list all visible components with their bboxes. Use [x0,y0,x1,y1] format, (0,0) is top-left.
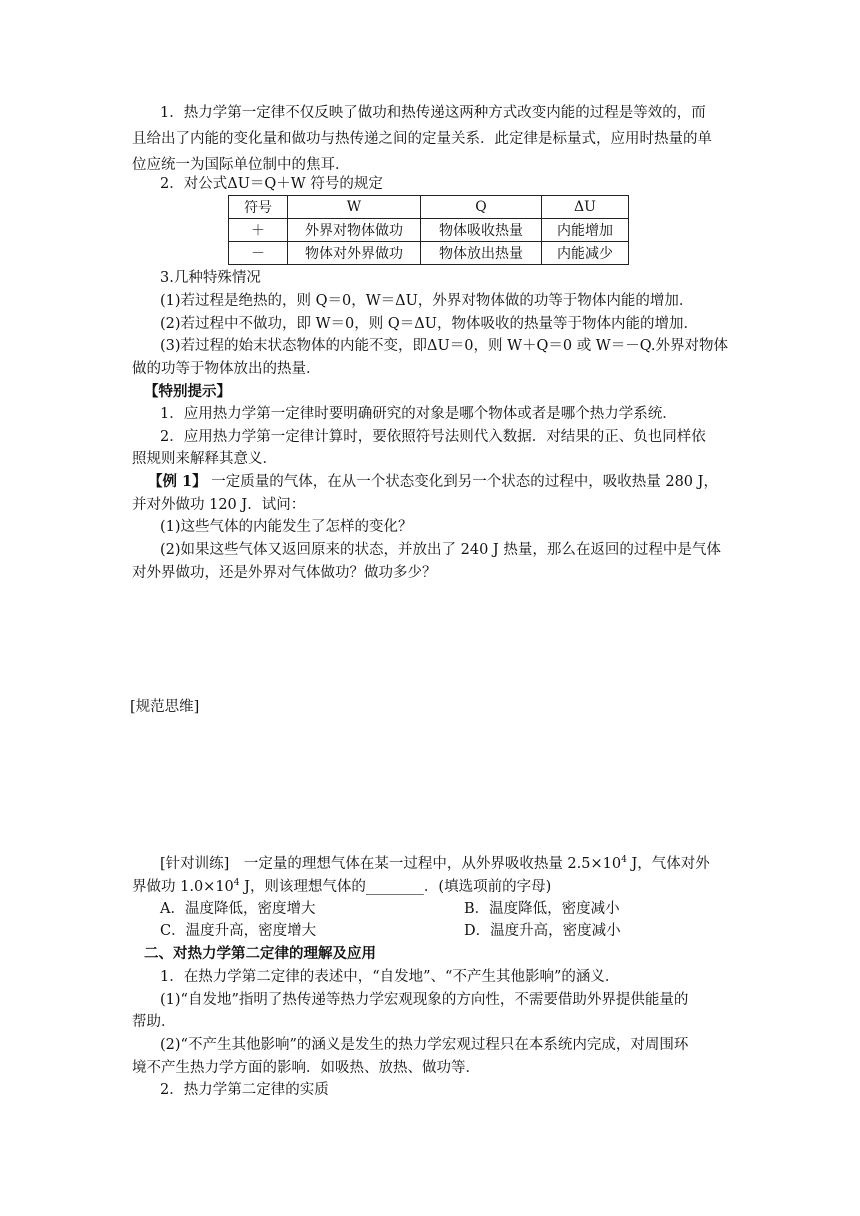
section-2-point-1: 1．在热力学第二定律的表述中，“自发地”、“不产生其他影响”的涵义． [160,969,620,985]
option-d: D．温度升高，密度减小 [464,923,621,939]
table-row [229,219,629,242]
example-question-2-line-1: (2)如果这些气体又返回原来的状态，并放出了 240 J 热量，那么在返回的过程中是气体 [160,542,721,558]
section-2-point-1a-line-1: (1)“自发地”指明了热传递等热力学宏观现象的方向性，不需要借助外界提供能量的 [160,992,689,1008]
example-1-line-2: 并对外做功 120 J．试问： [132,497,306,513]
table-cell: ＋ [229,219,288,242]
special-case-3-line-2: 做的功等于物体放出的热量． [132,361,321,377]
table-cell: 物体放出热量 [421,242,542,265]
paragraph-2: 2．对公式ΔU＝Q＋W 符号的规定 [160,176,383,192]
paragraph-1-line-2: 且给出了内能的变化量和做功与热传递之间的定量关系．此定律是标量式，应用时热量的单 [132,131,712,147]
table-cell: 内能增加 [542,219,629,242]
training-label: [针对训练] [160,856,230,872]
training-line-1: [针对训练] 一定量的理想气体在某一过程中，从外界吸收热量 $2.5\times 10^4$ J，气体对外 [160,855,710,872]
section-2-point-1b-line-1: (2)“不产生其他影响”的涵义是发生的热力学宏观过程只在本系统内完成，对周围环 [160,1037,689,1053]
table-header-cell: ΔU [542,196,629,219]
section-2-title: 二、对热力学第二定律的理解及应用 [144,945,376,962]
table-header-cell: Q [421,196,542,219]
training-line-2: 界做功 $1.0\times 10^4$ J，则该理想气体的________．(填选项前的字母) [132,878,552,895]
table-header-cell: W [288,196,421,219]
tip-2-line-1: 2．应用热力学第一定律计算时，要依照符号法则代入数据．对结果的正、负也同样依 [160,429,706,445]
tips-title: 【特别提示】 [144,383,231,400]
section-2-point-1b-line-2: 境不产生热力学方面的影响．如吸热、放热、做功等． [132,1060,480,1076]
table-cell: 内能减少 [542,242,629,265]
example-1-line-1 [148,472,748,492]
table-row [229,242,629,265]
special-cases-title: 3.几种特殊情况 [160,270,261,286]
option-c: C．温度升高，密度增大 [160,923,317,939]
special-case-2: (2)若过程中不做功，即 W＝0，则 Q＝ΔU，物体吸收的热量等于物体内能的增加． [160,316,698,332]
table-cell: － [229,242,288,265]
example-question-1: (1)这些气体的内能发生了怎样的变化？ [160,519,413,535]
table-cell: 物体对外界做功 [288,242,421,265]
example-text: 一定质量的气体，在从一个状态变化到另一个状态的过程中，吸收热量 280 J， [206,474,718,490]
special-case-1: (1)若过程是绝热的，则 Q＝0，W＝ΔU，外界对物体做的功等于物体内能的增加． [160,293,694,309]
thinking-label: [规范思维] [130,699,200,715]
option-a: A．温度降低，密度增大 [160,901,316,917]
section-2-point-2: 2．热力学第二定律的实质 [160,1082,329,1098]
example-question-2-line-2: 对外界做功，还是外界对气体做功？做功多少？ [132,565,437,581]
sign-convention-table [228,195,629,265]
tip-1: 1．应用热力学第一定律时要明确研究的对象是哪个物体或者是哪个热力学系统． [160,406,677,422]
table-header-cell: 符号 [229,196,288,219]
table-cell: 外界对物体做功 [288,219,421,242]
tip-2-line-2: 照规则来解释其意义． [132,451,277,467]
table-header-row [229,196,629,219]
section-2-point-1a-line-2: 帮助． [132,1014,176,1030]
paragraph-1-line-1: 1．热力学第一定律不仅反映了做功和热传递这两种方式改变内能的过程是等效的，而 [160,105,706,121]
special-case-3-line-1: (3)若过程的始末状态物体的内能不变，即ΔU＝0，则 W＋Q＝0 或 W＝－Q.外界对物体 [160,338,728,354]
paragraph-1-line-3: 位应统一为国际单位制中的焦耳． [132,157,350,173]
example-label: 【例 1】 [148,473,207,490]
table-cell: 物体吸收热量 [421,219,542,242]
option-b: B．温度降低，密度减小 [464,901,620,917]
